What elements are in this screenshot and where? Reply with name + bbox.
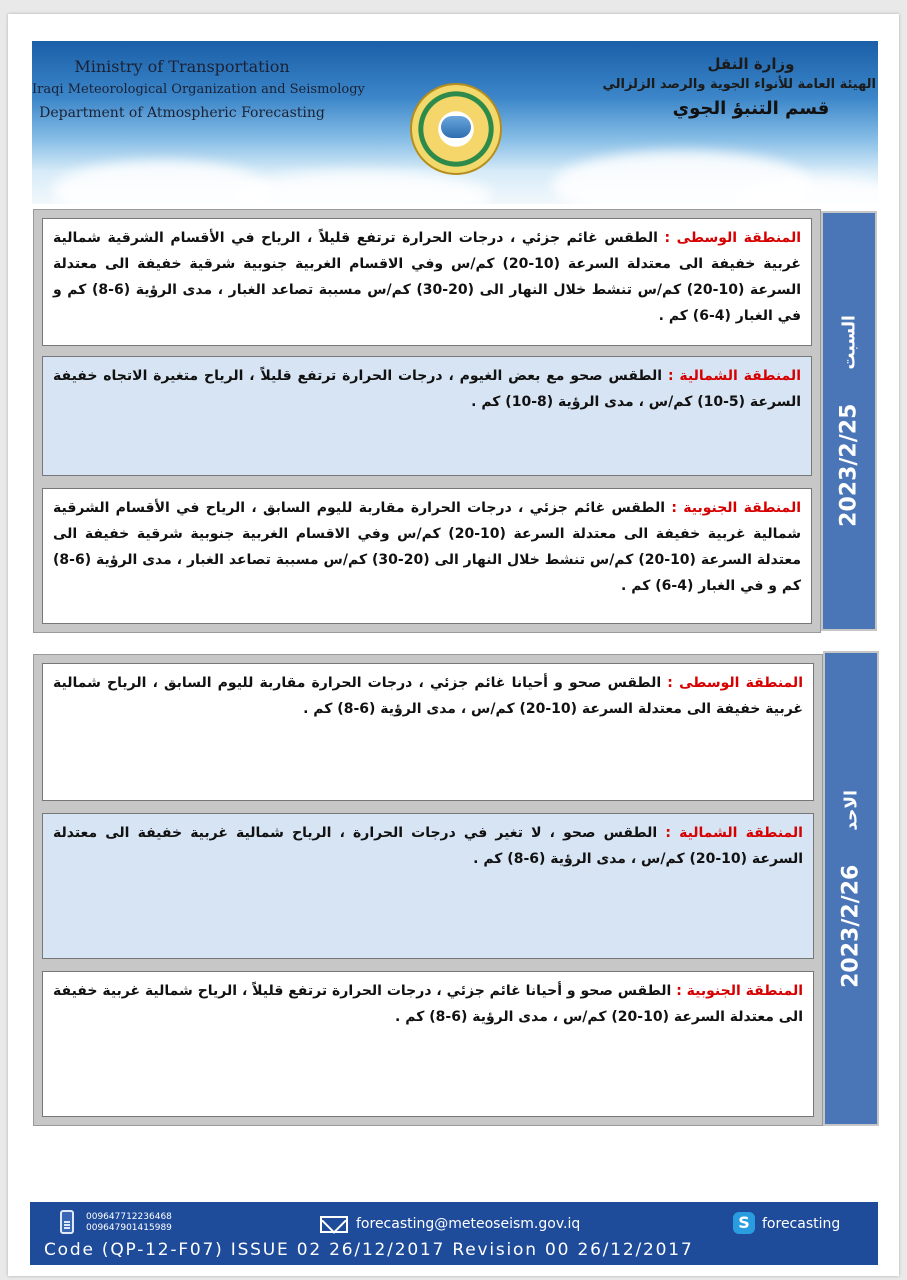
day1-south-forecast — [42, 488, 812, 624]
day1-central-forecast — [42, 218, 812, 346]
day2-north-forecast — [42, 813, 814, 959]
mail-icon — [320, 1216, 348, 1233]
forecast-text: الطقس صحو و أحيانا غائم جزئي ، درجات الحرارة ترتفع قليلاً ، الرياح شمالية غربية خفيفة الى معتدلة السرعة (10-20) كم/س ، مدى الرؤية (6-8) كم . — [53, 983, 803, 1025]
organization-title-en: Iraqi Meteorological Organization and Seismology — [32, 82, 365, 97]
header-arabic-text — [602, 55, 876, 119]
header-banner — [32, 41, 878, 204]
contact-email[interactable]: forecasting@meteoseism.gov.iq — [356, 1216, 581, 1232]
forecast-text: الطقس صحو و أحيانا غائم جزئي ، درجات الحرارة مقاربة لليوم السابق ، الرياح شمالية غربية خفيفة الى معتدلة السرعة (10-20) كم/س ، مدى الرؤية (6-8) كم . — [53, 675, 803, 717]
region-label: المنطقة الوسطى : — [667, 675, 803, 691]
forecast-text: الطقس صحو مع بعض الغيوم ، درجات الحرارة ترتفع قليلاً ، الرياح متغيرة الاتجاه خفيفة السرعة (5-10) كم/س ، مدى الرؤية (8-10) كم . — [53, 368, 801, 410]
day-1-date: 2023/2/25 — [836, 403, 862, 527]
day-2-name: الاحد — [841, 789, 861, 831]
forecast-text: الطقس صحو ، لا تغير في درجات الحرارة ، الرياح شمالية غربية خفيفة الى معتدلة السرعة (10-20) كم/س ، مدى الرؤية (6-8) كم . — [53, 825, 803, 867]
phone-number-2: 009647901415989 — [86, 1223, 172, 1233]
day-1-name: السبت — [839, 315, 859, 370]
day1-north-forecast — [42, 356, 812, 476]
organization-logo — [410, 83, 502, 175]
day-2-date: 2023/2/26 — [838, 864, 864, 988]
region-label: المنطقة الشمالية : — [667, 368, 801, 384]
document-code-line: Code (QP-12-F07) ISSUE 02 26/12/2017 Revision 00 26/12/2017 — [44, 1240, 694, 1260]
department-title-ar: قسم التنبؤ الجوي — [672, 98, 830, 119]
day2-south-forecast — [42, 971, 814, 1117]
day-1-date-tab — [821, 211, 877, 631]
phone-icon — [60, 1210, 74, 1234]
organization-title-ar: الهيئة العامة للأنواء الجوية والرصد الزلزالي — [602, 77, 876, 92]
day2-central-forecast — [42, 663, 814, 801]
forecast-text: الطقس غائم جزئي ، درجات الحرارة ترتفع قليلاً ، الرياح في الأقسام الشرقية شمالية غربية خفيفة الى معتدلة السرعة (10-20) كم/س وفي الاقسام الغربية جنوبية شرقية خفيفة الى معتدلة السرعة (10-20) كم/س تنشط خلال النهار الى (20-30) كم/س مسببة تصاعد الغبار ، مدى الرؤية (6-8) كم و في الغبار (4-6) كم . — [53, 230, 802, 324]
day-2-date-tab — [823, 651, 879, 1126]
skype-handle[interactable]: forecasting — [762, 1216, 841, 1232]
forecast-day-2-panel — [33, 654, 823, 1126]
footer-bar — [30, 1202, 878, 1265]
region-label: المنطقة الوسطى : — [664, 230, 801, 246]
phone-numbers — [86, 1212, 172, 1234]
ministry-title-ar: وزارة النقل — [707, 55, 795, 73]
region-label: المنطقة الجنوبية : — [671, 500, 801, 516]
phone-number-1: 009647712236468 — [86, 1212, 172, 1222]
skype-icon: S — [733, 1212, 755, 1234]
department-title-en: Department of Atmospheric Forecasting — [39, 105, 325, 121]
ministry-title-en: Ministry of Transportation — [74, 57, 290, 76]
region-label: المنطقة الجنوبية : — [676, 983, 804, 999]
region-label: المنطقة الشمالية : — [665, 825, 803, 841]
forecast-text: الطقس غائم جزئي ، درجات الحرارة مقاربة لليوم السابق ، الرياح في الأقسام الشرقية شمالية غربية خفيفة الى معتدلة السرعة (10-20) كم/س وفي الاقسام الغربية جنوبية شرقية خفيفة الى معتدلة السرعة (10-20) كم/س تنشط خلال النهار الى (20-30) كم/س مسببة تصاعد الغبار ، مدى الرؤية (6-8) كم و في الغبار (4-6) كم . — [53, 500, 801, 594]
header-english-text — [32, 55, 365, 121]
forecast-day-1-panel — [33, 209, 821, 633]
